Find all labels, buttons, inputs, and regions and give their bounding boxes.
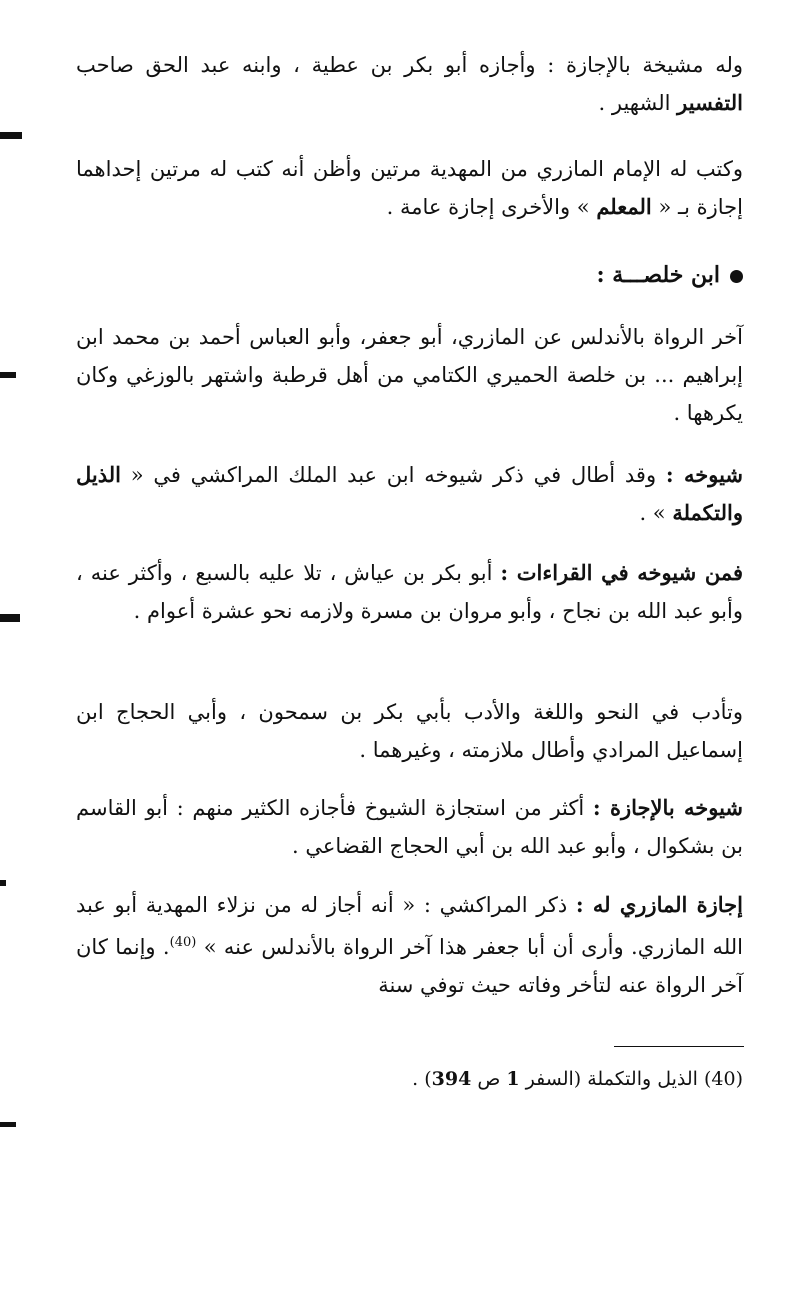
paragraph-text: وتأدب في النحو واللغة والأدب بأبي بكر بن سمحون ، وأبي الحجاج ابن إسماعيل المرادي وأطال ملازمته ، وغيرهما . [76,700,743,762]
paragraph-text: ذكر المراكشي : « أنه أجاز له من نزلاء المهدية أبو عبد الله المازري. وأرى أن أبا جعفر هذا آخر الرواة بالأندلس عنه » [76,893,743,959]
paragraph-biography [76,318,743,432]
paragraph-nahw [76,693,743,769]
paragraph-text: وقد أطال في ذكر شيوخه ابن عبد الملك المراكشي في « [121,463,666,487]
paragraph-text: » والأخرى إجازة عامة . [386,195,597,219]
paragraph-text: وله مشيخة بالإجازة : وأجازه أبو بكر بن عطية ، وابنه عبد الحق صاحب [76,53,743,77]
bold-label: فمن شيوخه في القراءات : [500,560,743,585]
scan-mark [0,372,16,378]
paragraph-mashyakha [76,46,743,122]
paragraph-ijaza-shuyukh [76,789,743,865]
footnote-text: ص [471,1068,507,1090]
paragraph-text: آخر الرواة بالأندلس عن المازري، أبو جعفر، وأبو العباس أحمد بن محمد ابن إبراهيم ... بن خلصة الحميري الكتامي من أهل قرطبة واشتهر بالوزغي وكان يكرهها . [76,325,743,425]
scan-mark [0,880,6,886]
bold-label: شيوخه بالإجازة : [592,795,743,820]
footnote [76,1062,743,1096]
section-heading [76,256,743,294]
paragraph-qiraat [76,554,743,630]
heading-text: ابن خلصـــة : [596,262,720,288]
scan-mark [0,132,22,139]
scan-mark [0,1122,16,1127]
paragraph-text: أكثر من استجازة الشيوخ فأجازه الكثير منهم : أبو القاسم بن بشكوال ، وأبو عبد الله بن أبي الحجاج القضاعي . [76,796,743,858]
paragraph-shuyukh [76,456,743,532]
footnote-divider [614,1046,744,1047]
paragraph-text: الشهير . [598,91,678,115]
footnote-text: الذيل والتكملة (السفر [519,1068,704,1090]
bold-label: إجازة المازري له : [575,892,743,917]
paragraph-text: أبو بكر بن عياش ، تلا عليه بالسبع ، وأكثر عنه ، وأبو عبد الله بن نجاح ، وأبو مروان بن مسرة ولازمه نحو عشرة أعوام . [76,561,743,623]
bullet-icon [730,270,743,283]
bold-term: التفسير [677,90,743,115]
paragraph-text: . وإنما كان آخر الرواة عنه لتأخر وفاته حيث توفي سنة [76,935,743,997]
footnote-number: (40) [703,1068,743,1090]
footnote-page: 394 [431,1068,472,1090]
paragraph-text: » . [639,501,673,525]
bold-term: المعلم [596,194,652,219]
paragraph-text: وكتب له الإمام المازري من المهدية مرتين وأظن أنه كتب له مرتين إحداهما إجازة بـ « [76,157,743,219]
paragraph-mazari-lahu [76,886,743,1004]
footnote-text: ) . [412,1068,432,1090]
paragraph-mazari-ijaza [76,150,743,226]
footnote-reference: (40) [169,935,197,950]
footnote-part: 1 [506,1068,520,1090]
scan-mark [0,614,20,622]
bold-term: الذيل والتكملة [76,462,743,525]
bold-label: شيوخه : [665,462,743,487]
